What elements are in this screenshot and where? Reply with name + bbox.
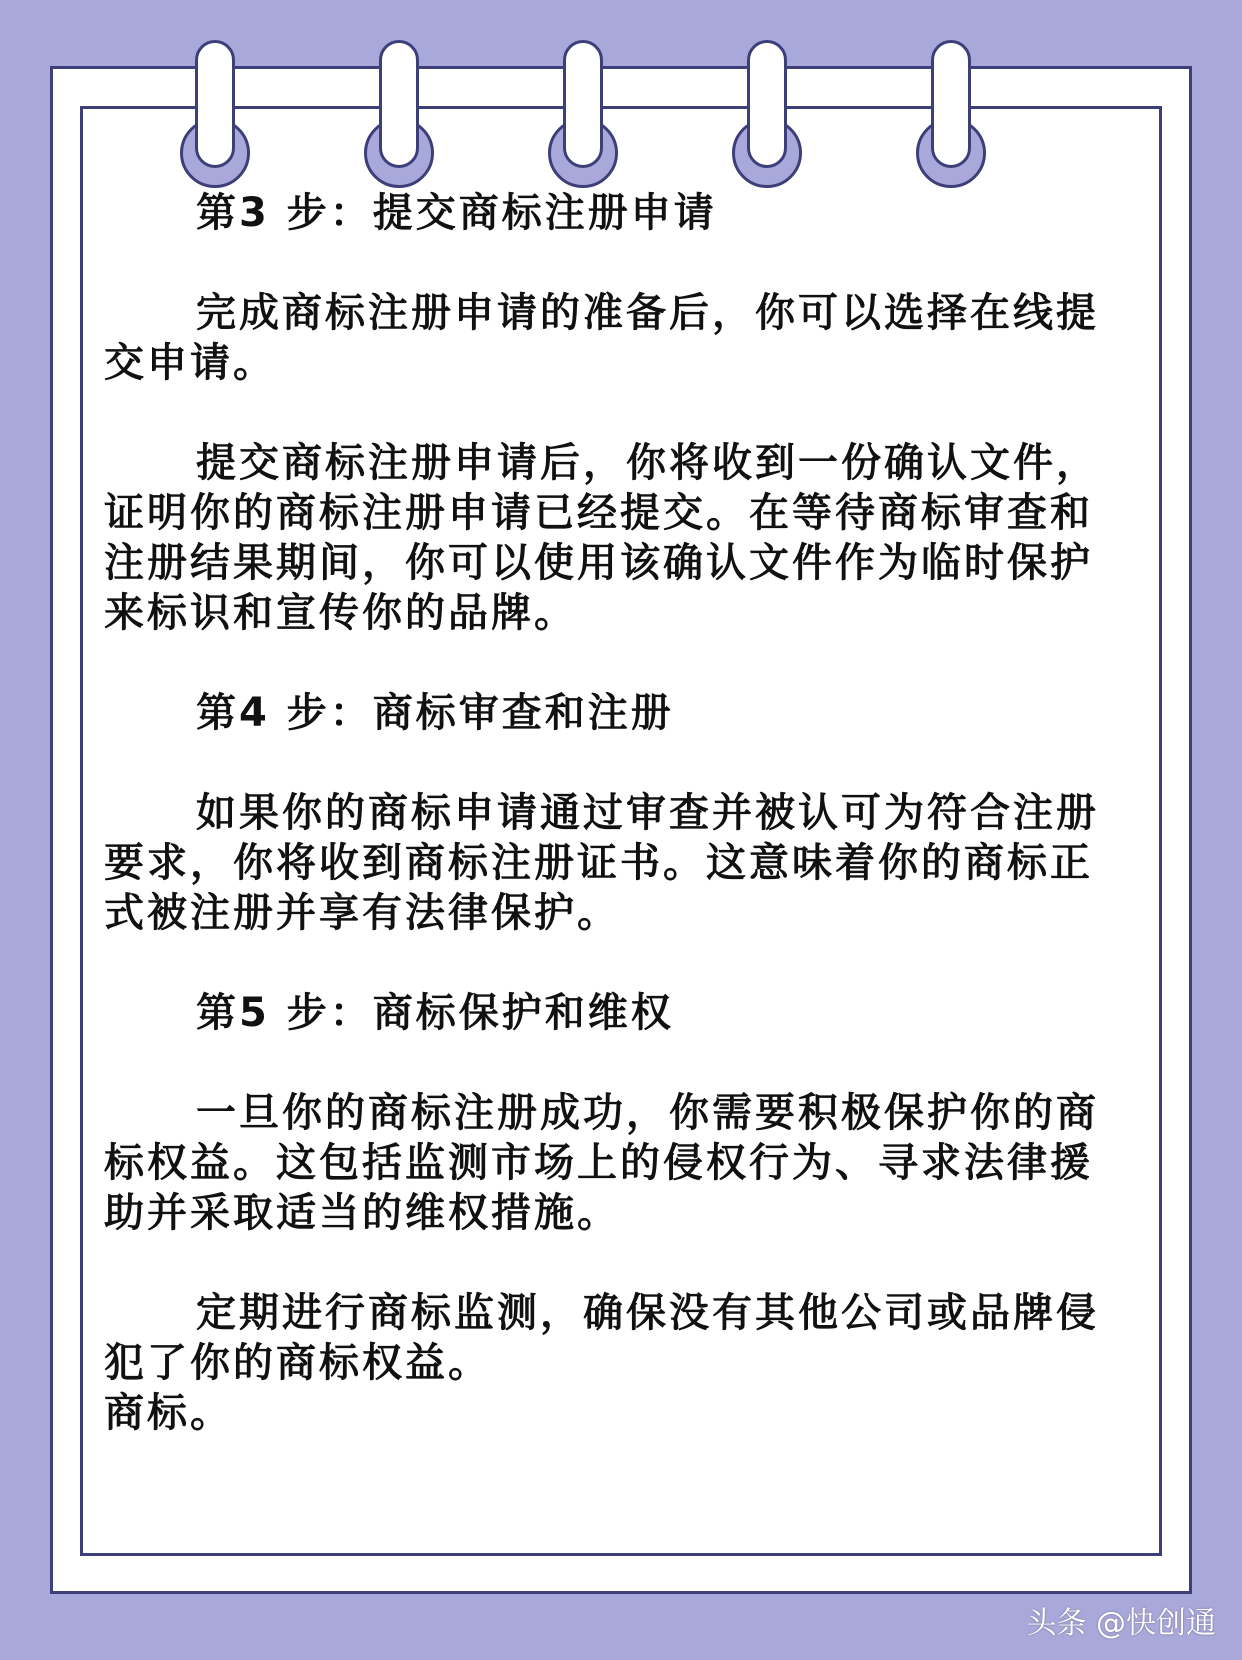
spacer: [104, 738, 1124, 788]
step5-heading: 第5 步：商标保护和维权: [196, 990, 674, 1036]
step4-heading: 第4 步：商标审查和注册: [196, 690, 674, 736]
step3-paragraph-1: 完成商标注册申请的准备后，你可以选择在线提交申请。: [104, 290, 1099, 386]
spacer: [104, 638, 1124, 688]
spacer: [104, 1238, 1124, 1288]
binder-loop-1: [195, 40, 235, 168]
binder-loop-3: [563, 40, 603, 168]
step5-paragraph-2: 定期进行商标监测，确保没有其他公司或品牌侵犯了你的商标权益。: [104, 1290, 1099, 1386]
step5-paragraph-1: 一旦你的商标注册成功，你需要积极保护你的商标权益。这包括监测市场上的侵权行为、寻求法律援助并采取适当的维权措施。: [104, 1090, 1099, 1236]
binder-loop-4: [747, 40, 787, 168]
spacer: [104, 238, 1124, 288]
binder-loop-2: [379, 40, 419, 168]
spacer: [104, 938, 1124, 988]
document-body: [104, 188, 1124, 1438]
spacer: [104, 1038, 1124, 1088]
spacer: [104, 388, 1124, 438]
binder-loop-5: [931, 40, 971, 168]
step3-heading: 第3 步：提交商标注册申请: [196, 190, 717, 236]
watermark: 头条 @快创通: [1026, 1606, 1216, 1641]
trailing-line: 商标。: [104, 1390, 233, 1436]
step3-paragraph-2: 提交商标注册申请后，你将收到一份确认文件，证明你的商标注册申请已经提交。在等待商标审查和注册结果期间，你可以使用该确认文件作为临时保护来标识和宣传你的品牌。: [104, 440, 1099, 636]
step4-paragraph-1: 如果你的商标申请通过审查并被认可为符合注册要求，你将收到商标注册证书。这意味着你的商标正式被注册并享有法律保护。: [104, 790, 1099, 936]
